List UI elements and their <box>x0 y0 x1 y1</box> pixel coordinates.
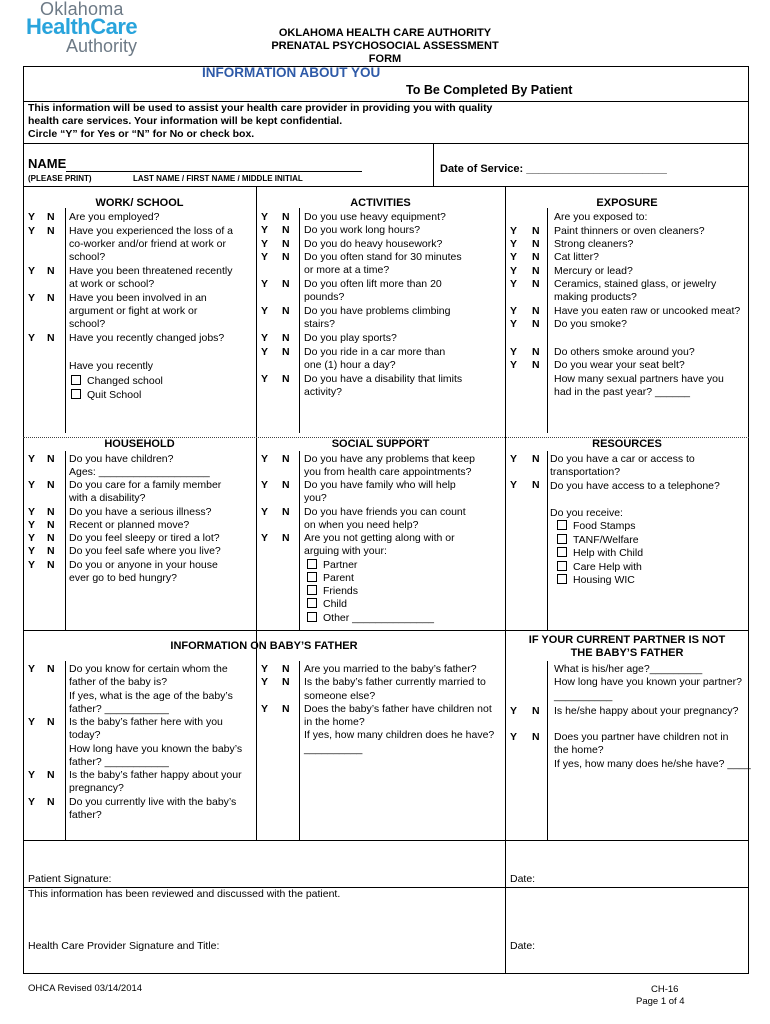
hh-q1-yes[interactable]: Y <box>28 453 36 465</box>
header-line-1: OKLAHOMA HEALTH CARE AUTHORITY <box>278 27 492 39</box>
work-q4-cont: argument or fight at work or <box>69 305 198 317</box>
checkbox-icon[interactable] <box>307 559 317 569</box>
act-q9: Do you have a disability that limits <box>304 373 463 385</box>
work-q5-no[interactable]: N <box>47 332 55 344</box>
pt-q2-field[interactable]: __________ <box>554 690 613 702</box>
fa-q1-yes[interactable]: Y <box>28 663 36 675</box>
soc-q2-yes[interactable]: Y <box>261 479 269 491</box>
act-q2-no[interactable]: N <box>282 224 290 236</box>
instructions-1: This information will be used to assist your health care provider in providing you with quality <box>28 102 493 114</box>
soc-q1-yes[interactable]: Y <box>261 453 269 465</box>
exp-q1: Paint thinners or oven cleaners? <box>554 225 705 237</box>
patient-signature-date[interactable]: Date: <box>510 873 536 885</box>
soc-opt-child[interactable] <box>307 598 347 611</box>
fm-q2-cont: someone else? <box>304 690 376 702</box>
act-q7-yes[interactable]: Y <box>261 332 269 344</box>
act-q5-no[interactable]: N <box>282 278 290 290</box>
logo-oklahoma: Oklahoma <box>40 0 124 19</box>
res-opt5-label: Housing WIC <box>573 574 635 586</box>
exposure-title: EXPOSURE <box>596 197 658 209</box>
fa-q1-no[interactable]: N <box>47 663 55 675</box>
pt-q3: Is he/she happy about your pregnancy? <box>554 705 739 717</box>
res-q1-cont: transportation? <box>550 466 621 478</box>
exp-q6-no[interactable]: N <box>532 305 540 317</box>
exp-intro: Are you exposed to: <box>554 211 648 223</box>
act-q2: Do you work long hours? <box>304 224 421 236</box>
checkbox-icon[interactable] <box>71 389 81 399</box>
fm-q3-howmany: If yes, how many children does he have? <box>304 729 495 741</box>
hh-q2: Do you care for a family member <box>69 479 222 491</box>
res-q2-no[interactable]: N <box>532 479 540 491</box>
act-q1-no[interactable]: N <box>282 211 290 223</box>
soc-q4-cont: arguing with your: <box>304 545 387 557</box>
exp-q2-no[interactable]: N <box>532 238 540 250</box>
social-title: SOCIAL SUPPORT <box>331 438 430 450</box>
soc-q3-no[interactable]: N <box>282 506 290 518</box>
fa-q2-yes[interactable]: Y <box>28 716 36 728</box>
work-recent: Have you recently <box>69 360 154 372</box>
act-q9-cont: activity? <box>304 386 342 398</box>
act-q9-yes[interactable]: Y <box>261 373 269 385</box>
soc-q2: Do you have family who will help <box>304 479 456 491</box>
soc-q2-cont: you? <box>304 492 327 504</box>
work-q3-no[interactable]: N <box>47 265 55 277</box>
instructions-2: health care services. Your information will be kept confidential. <box>28 115 343 127</box>
work-opt-quit-school[interactable] <box>71 389 141 402</box>
exp-q6-yes[interactable]: Y <box>510 305 518 317</box>
resources-title: RESOURCES <box>592 438 662 450</box>
act-q8: Do you ride in a car more than <box>304 346 446 358</box>
hh-q4: Recent or planned move? <box>69 519 190 531</box>
soc-q1-no[interactable]: N <box>282 453 290 465</box>
fm-q3-cont: in the home? <box>304 716 365 728</box>
act-q5-yes[interactable]: Y <box>261 278 269 290</box>
fm-q3-no[interactable]: N <box>282 703 290 715</box>
soc-q3-yes[interactable]: Y <box>261 506 269 518</box>
name-order: LAST NAME / FIRST NAME / MIDDLE INITIAL <box>133 174 303 183</box>
exp-q10-cont[interactable]: had in the past year? ______ <box>554 386 691 398</box>
fa-q2-no[interactable]: N <box>47 716 55 728</box>
reviewed-statement: This information has been reviewed and discussed with the patient. <box>28 888 341 900</box>
logo-authority: Authority <box>66 36 138 56</box>
partner-title-1: IF YOUR CURRENT PARTNER IS NOT <box>528 634 726 646</box>
work-q4: Have you been involved in an <box>69 292 207 304</box>
hh-q2-cont: with a disability? <box>69 492 146 504</box>
res-q1-no[interactable]: N <box>532 453 540 465</box>
hh-q3-no[interactable]: N <box>47 506 55 518</box>
act-q6-no[interactable]: N <box>282 305 290 317</box>
res-q2: Do you have access to a telephone? <box>550 480 720 492</box>
act-q7-no[interactable]: N <box>282 332 290 344</box>
pt-q4-no[interactable]: N <box>532 731 540 743</box>
fa-q3-cont: pregnancy? <box>69 782 124 794</box>
fa-q2-howlong-field[interactable]: father? ___________ <box>69 756 169 768</box>
father-title: INFORMATION ON BABY’S FATHER <box>170 640 358 652</box>
instructions-3: Circle “Y” for Yes or “N” for No or check box. <box>28 128 255 140</box>
fa-q1: Do you know for certain whom the <box>69 663 228 675</box>
fm-q1: Are you married to the baby’s father? <box>304 663 477 675</box>
soc-opt4-label: Child <box>323 598 347 610</box>
name-print: (PLEASE PRINT) <box>28 174 92 183</box>
fa-q3-no[interactable]: N <box>47 769 55 781</box>
res-q1-yes[interactable]: Y <box>510 453 518 465</box>
checkbox-icon[interactable] <box>71 375 81 385</box>
activities-title: ACTIVITIES <box>350 197 411 209</box>
hh-q7: Do you or anyone in your house <box>69 559 218 571</box>
hh-q7-yes[interactable]: Y <box>28 559 36 571</box>
pt-q1[interactable]: What is his/her age?_________ <box>554 663 703 675</box>
work-q4-yes[interactable]: Y <box>28 292 36 304</box>
fa-q2: Is the baby’s father here with you <box>69 716 223 728</box>
work-q2: Have you experienced the loss of a <box>69 225 234 237</box>
exp-q1-no[interactable]: N <box>532 225 540 237</box>
res-opt2-label: TANF/Welfare <box>573 534 639 546</box>
exp-q3-yes[interactable]: Y <box>510 251 518 263</box>
fm-q3-yes[interactable]: Y <box>261 703 269 715</box>
exp-q8: Do others smoke around you? <box>554 346 695 358</box>
work-q1-yes[interactable]: Y <box>28 211 36 223</box>
work-q3: Have you been threatened recently <box>69 265 233 277</box>
soc-q4-no[interactable]: N <box>282 532 290 544</box>
exp-q2-yes[interactable]: Y <box>510 238 518 250</box>
exp-q5: Ceramics, stained glass, or jewelry <box>554 278 717 290</box>
checkbox-icon[interactable] <box>557 520 567 530</box>
fm-q3: Does the baby’s father have children not <box>304 703 492 715</box>
work-q2-cont2: school? <box>69 251 106 263</box>
res-opt-food-stamps[interactable] <box>557 520 635 533</box>
res-opt3-label: Help with Child <box>573 547 644 559</box>
hh-q6-yes[interactable]: Y <box>28 545 36 557</box>
exp-q10: How many sexual partners have you <box>554 373 724 385</box>
checkbox-icon[interactable] <box>557 534 567 544</box>
checkbox-icon[interactable] <box>557 561 567 571</box>
hh-q6: Do you feel safe where you live? <box>69 545 221 557</box>
hh-q1: Do you have children? <box>69 453 174 465</box>
res-q2-yes[interactable]: Y <box>510 479 518 491</box>
soc-opt1-label: Partner <box>323 559 358 571</box>
exp-q9: Do you wear your seat belt? <box>554 359 685 371</box>
res-receive: Do you receive: <box>550 507 623 519</box>
fa-q2-cont: today? <box>69 729 101 741</box>
work-q3-cont: at work or school? <box>69 278 155 290</box>
exp-q8-no[interactable]: N <box>532 346 540 358</box>
soc-opt5-label: Other ______________ <box>323 612 434 624</box>
act-q1-yes[interactable]: Y <box>261 211 269 223</box>
hh-q5: Do you feel sleepy or tired a lot? <box>69 532 220 544</box>
work-opt2-label: Quit School <box>87 389 142 401</box>
fm-q3-howmany-field[interactable]: __________ <box>304 743 363 755</box>
checkbox-icon[interactable] <box>307 572 317 582</box>
res-opt-care-help[interactable] <box>557 561 642 574</box>
act-q8-cont: one (1) hour a day? <box>304 359 396 371</box>
soc-opt-partner[interactable] <box>307 559 357 572</box>
hh-q4-yes[interactable]: Y <box>28 519 36 531</box>
exp-q2: Strong cleaners? <box>554 238 634 250</box>
soc-q3: Do you have friends you can count <box>304 506 466 518</box>
work-q4-no[interactable]: N <box>47 292 55 304</box>
act-q8-no[interactable]: N <box>282 346 290 358</box>
hh-q7-cont: ever go to bed hungry? <box>69 572 177 584</box>
fm-q2: Is the baby’s father currently married to <box>304 676 486 688</box>
info-title: INFORMATION ABOUT YOU <box>202 65 381 80</box>
pt-q4-cont: the home? <box>554 744 604 756</box>
res-opt4-label: Care Help with <box>573 561 642 573</box>
exp-q7-yes[interactable]: Y <box>510 318 518 330</box>
hh-q3: Do you have a serious illness? <box>69 506 212 518</box>
res-opt-tanf[interactable] <box>557 534 639 547</box>
exp-q6: Have you eaten raw or uncooked meat? <box>554 305 741 317</box>
logo-healthcare: HealthCare <box>26 14 138 39</box>
act-q4-no[interactable]: N <box>282 251 290 263</box>
checkbox-icon[interactable] <box>307 585 317 595</box>
hh-q4-no[interactable]: N <box>47 519 55 531</box>
act-q5: Do you often lift more than 20 <box>304 278 442 290</box>
res-q1: Do you have a car or access to <box>550 453 695 465</box>
hh-q3-yes[interactable]: Y <box>28 506 36 518</box>
partner-title-2: THE BABY’S FATHER <box>570 647 684 659</box>
checkbox-icon[interactable] <box>307 598 317 608</box>
fa-q4-cont: father? <box>69 809 102 821</box>
fa-q4-yes[interactable]: Y <box>28 796 36 808</box>
pt-q3-yes[interactable]: Y <box>510 705 518 717</box>
fm-q2-yes[interactable]: Y <box>261 676 269 688</box>
hh-q6-no[interactable]: N <box>47 545 55 557</box>
work-q1: Are you employed? <box>69 211 160 223</box>
work-q2-cont: co-worker and/or friend at work or <box>69 238 226 250</box>
work-q5-yes[interactable]: Y <box>28 332 36 344</box>
household-title: HOUSEHOLD <box>104 438 175 450</box>
header-line-2: PRENATAL PSYCHOSOCIAL ASSESSMENT <box>271 40 499 52</box>
exp-q9-yes[interactable]: Y <box>510 359 518 371</box>
res-opt1-label: Food Stamps <box>573 520 636 532</box>
soc-opt-other[interactable] <box>307 612 434 625</box>
work-q3-yes[interactable]: Y <box>28 265 36 277</box>
work-opt-changed-school[interactable] <box>71 375 163 388</box>
act-q3-no[interactable]: N <box>282 238 290 250</box>
work-q5: Have you recently changed jobs? <box>69 332 225 344</box>
soc-q1-cont: you from health care appointments? <box>304 466 472 478</box>
date-of-service[interactable]: Date of Service: _______________________ <box>440 163 667 175</box>
act-q4: Do you often stand for 30 minutes <box>304 251 462 263</box>
hh-q5-yes[interactable]: Y <box>28 532 36 544</box>
fa-q1-age-field[interactable]: father? ___________ <box>69 703 169 715</box>
patient-signature[interactable]: Patient Signature: <box>28 873 112 885</box>
footer-revised: OHCA Revised 03/14/2014 <box>28 983 143 994</box>
act-q7: Do you play sports? <box>304 332 397 344</box>
pt-q4-yes[interactable]: Y <box>510 731 518 743</box>
hh-q5-no[interactable]: N <box>47 532 55 544</box>
soc-q4: Are you not getting along with or <box>304 532 455 544</box>
work-q4-cont2: school? <box>69 318 106 330</box>
soc-opt3-label: Friends <box>323 585 359 597</box>
act-q6-yes[interactable]: Y <box>261 305 269 317</box>
soc-q4-yes[interactable]: Y <box>261 532 269 544</box>
fm-q1-yes[interactable]: Y <box>261 663 269 675</box>
exp-q3: Cat litter? <box>554 251 599 263</box>
act-q3: Do you do heavy housework? <box>304 238 443 250</box>
hh-q2-yes[interactable]: Y <box>28 479 36 491</box>
work-q2-no[interactable]: N <box>47 225 55 237</box>
soc-opt-friends[interactable] <box>307 585 358 598</box>
footer-code: CH-16 <box>651 984 679 995</box>
exp-q5-yes[interactable]: Y <box>510 278 518 290</box>
exp-q9-no[interactable]: N <box>532 359 540 371</box>
exp-q4-yes[interactable]: Y <box>510 265 518 277</box>
fa-q2-howlong: How long have you known the baby’s <box>69 743 243 755</box>
exp-q3-no[interactable]: N <box>532 251 540 263</box>
fm-q2-no[interactable]: N <box>282 676 290 688</box>
fm-q1-no[interactable]: N <box>282 663 290 675</box>
exp-q4-no[interactable]: N <box>532 265 540 277</box>
soc-q3-cont: on when you need help? <box>304 519 419 531</box>
work-opt1-label: Changed school <box>87 375 163 387</box>
pt-q4-howmany[interactable]: If yes, how many does he/she have? ____ <box>554 758 751 770</box>
exp-q8-yes[interactable]: Y <box>510 346 518 358</box>
fa-q4-no[interactable]: N <box>47 796 55 808</box>
pt-q4: Does you partner have children not in <box>554 731 729 743</box>
provider-signature[interactable]: Health Care Provider Signature and Title: <box>28 940 220 952</box>
exp-q7: Do you smoke? <box>554 318 627 330</box>
soc-q2-no[interactable]: N <box>282 479 290 491</box>
work-title: WORK/ SCHOOL <box>95 197 184 209</box>
res-opt-housing-wic[interactable] <box>557 574 635 587</box>
fa-q4: Do you currently live with the baby’s <box>69 796 237 808</box>
provider-signature-date[interactable]: Date: <box>510 940 536 952</box>
patient-note: To Be Completed By Patient <box>406 83 573 97</box>
exp-q5-cont: making products? <box>554 291 637 303</box>
act-q8-yes[interactable]: Y <box>261 346 269 358</box>
pt-q3-no[interactable]: N <box>532 705 540 717</box>
footer-page: Page 1 of 4 <box>636 996 685 1007</box>
fa-q3-yes[interactable]: Y <box>28 769 36 781</box>
act-q2-yes[interactable]: Y <box>261 224 269 236</box>
pt-q2: How long have you known your partner? <box>554 676 742 688</box>
exp-q5-no[interactable]: N <box>532 278 540 290</box>
fa-q1-cont: father of the baby is? <box>69 676 168 688</box>
act-q6: Do you have problems climbing <box>304 305 451 317</box>
hh-q1-no[interactable]: N <box>47 453 55 465</box>
hh-ages[interactable]: Ages: ___________________ <box>69 466 210 478</box>
act-q4-cont: or more at a time? <box>304 264 390 276</box>
soc-opt-parent[interactable] <box>307 572 354 585</box>
checkbox-icon[interactable] <box>557 574 567 584</box>
exp-q4: Mercury or lead? <box>554 265 633 277</box>
work-q1-no[interactable]: N <box>47 211 55 223</box>
hh-q2-no[interactable]: N <box>47 479 55 491</box>
header-line-3: FORM <box>368 53 402 65</box>
fa-q3: Is the baby’s father happy about your <box>69 769 242 781</box>
exp-q7-no[interactable]: N <box>532 318 540 330</box>
act-q9-no[interactable]: N <box>282 373 290 385</box>
checkbox-icon[interactable] <box>557 547 567 557</box>
hh-q7-no[interactable]: N <box>47 559 55 571</box>
soc-q1: Do you have any problems that keep <box>304 453 476 465</box>
checkbox-icon[interactable] <box>307 612 317 622</box>
soc-opt2-label: Parent <box>323 572 354 584</box>
work-q2-yes[interactable]: Y <box>28 225 36 237</box>
exp-q1-yes[interactable]: Y <box>510 225 518 237</box>
fa-q1-age: If yes, what is the age of the baby’s <box>69 690 233 702</box>
act-q5-cont: pounds? <box>304 291 345 303</box>
act-q3-yes[interactable]: Y <box>261 238 269 250</box>
name-label: NAME <box>28 156 67 171</box>
act-q4-yes[interactable]: Y <box>261 251 269 263</box>
act-q6-cont: stairs? <box>304 318 335 330</box>
act-q1: Do you use heavy equipment? <box>304 211 446 223</box>
res-opt-child-help[interactable] <box>557 547 643 560</box>
